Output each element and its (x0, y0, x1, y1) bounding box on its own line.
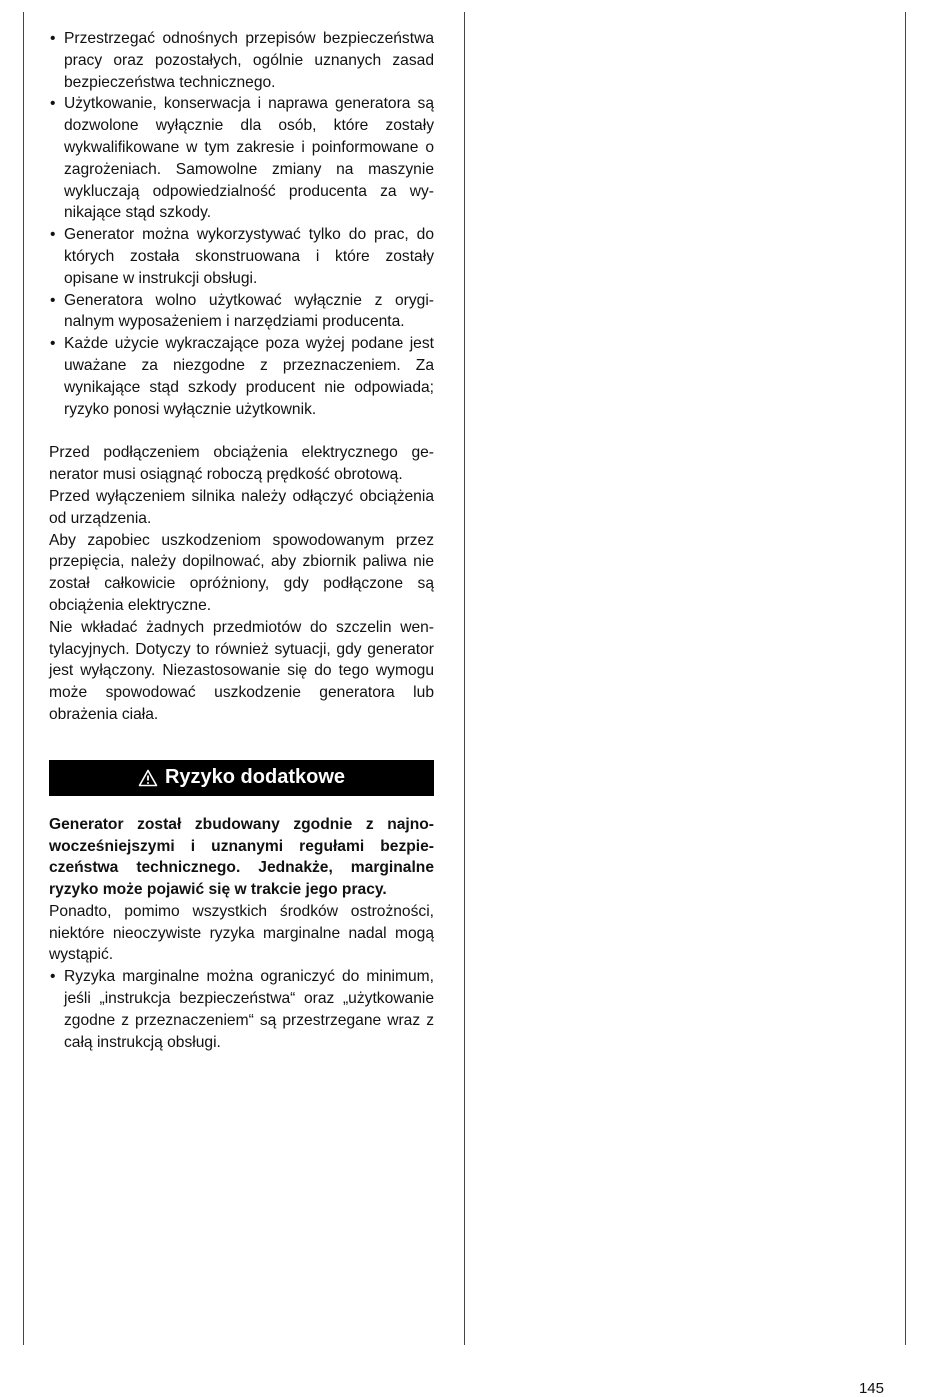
bold-intro-paragraph: Generator został zbudowany zgodnie z najnowocześniejszymi i uznanymi regułami bezpieczeństwa technicznego. Jednakże, marginalne ryzyko może pojawić się w trakcie jego pracy. (49, 815, 434, 899)
warning-triangle-icon (138, 769, 158, 787)
list-item: • Ryzyka marginalne można ograniczyć do minimum, jeśli „instrukcja bezpieczeństwa“ oraz „użytkowanie zgodne z przeznaczeniem“ są przestrzegane wraz z całą instrukcją obsługi. (49, 966, 434, 1053)
risk-bullet-list (49, 966, 434, 1053)
list-item: • Generatora wolno użytkować wyłącznie z oryginalnym wyposażeniem i narzędziami producenta. (49, 290, 434, 334)
list-item: • Użytkowanie, konserwacja i naprawa generatora są dozwolone wyłącznie dla osób, które zostały wykwalifikowane w tym zakresie i poinformowane o zagrożeniach. Samowolne zmiany na maszynie wykluczają odpowiedzialność producenta za wynikające stąd szkody. (49, 93, 434, 224)
left-margin-rule (23, 12, 24, 1345)
paragraph: Przed wyłączeniem silnika należy odłączyć obciążenia od urządzenia. (49, 487, 434, 527)
list-item: • Przestrzegać odnośnych przepisów bezpieczeństwa pracy oraz pozostałych, ogólnie uznanych zasad bezpieczeństwa technicznego. (49, 28, 434, 93)
paragraph: Ponadto, pomimo wszystkich środków ostrożności, niektóre nieoczywiste ryzyka marginalne nadal mogą wystąpić. (49, 902, 434, 964)
list-item: • Generator można wykorzystywać tylko do prac, do których została skonstruowana i które zostały opisane w instrukcji obsługi. (49, 224, 434, 289)
safety-bullet-list (49, 28, 434, 420)
section-title: Ryzyko dodatkowe (164, 765, 346, 788)
list-item: • Każde użycie wykraczające poza wyżej podane jest uważane za niezgodne z przeznaczeniem. Za wynikające stąd szkody producent nie odpowiada; ryzyko ponosi wyłącznie użytkownik. (49, 333, 434, 420)
paragraph: Aby zapobiec uszkodzeniom spowodowanym przez przepięcia, należy dopilnować, aby zbiornik paliwa nie został całkowicie opróżniony, gdy podłączone są obciążenia elektryczne. (49, 531, 434, 614)
column-divider-rule (464, 12, 465, 1345)
paragraph: Przed podłączeniem obciążenia elektrycznego generator musi osiągnąć roboczą prędkość obrotową. (49, 444, 434, 484)
left-column (49, 28, 434, 1053)
page-number: 145 (858, 1380, 884, 1397)
paragraph: Nie wkładać żadnych przedmiotów do szczelin wentylacyjnych. Dotyczy to również sytuacji, gdy generator jest wyłączony. Niezastosowanie się do tego wymogu może spowodować uszkodzenie generatora lub obrażenia ciała. (49, 618, 434, 723)
spacer (49, 420, 434, 442)
right-margin-rule (905, 12, 906, 1345)
section-heading (49, 760, 434, 796)
